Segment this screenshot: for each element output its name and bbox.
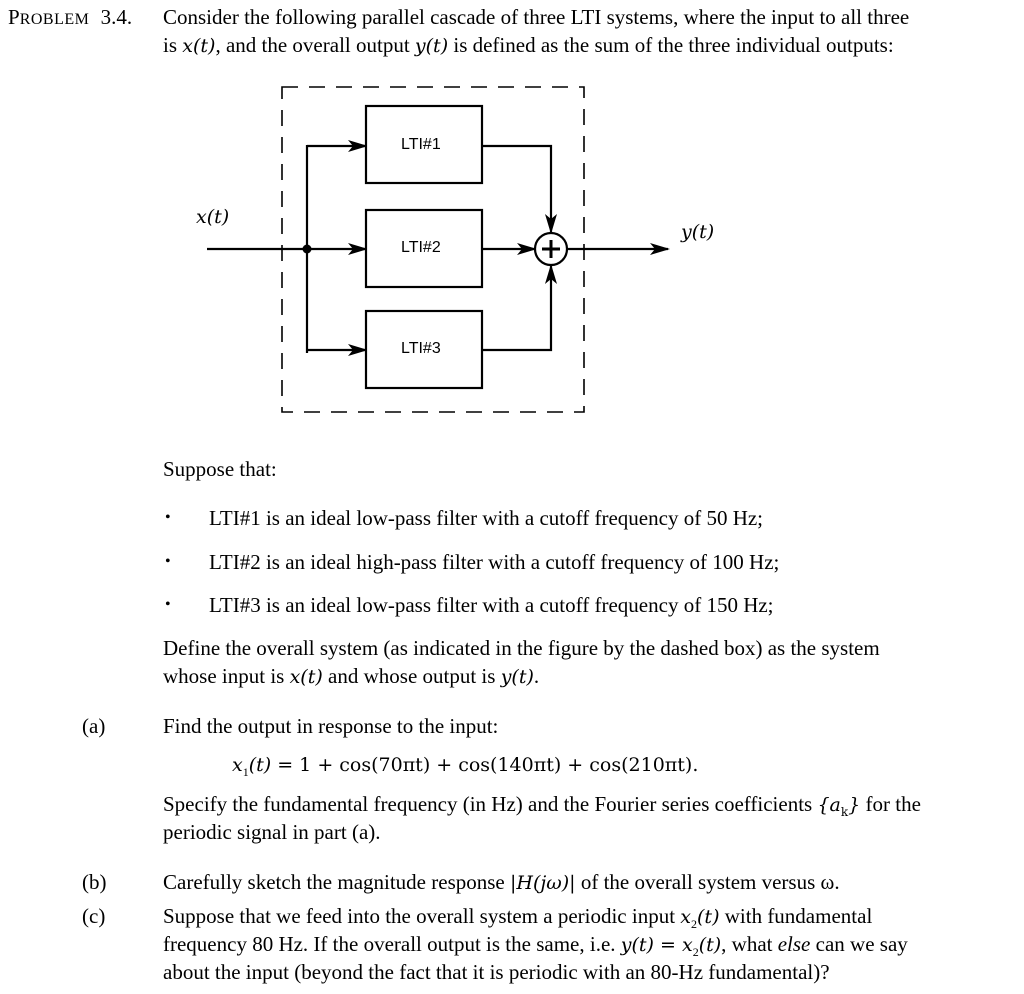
math-x-of-t: x(t) xyxy=(182,35,216,57)
part-c-text: , what xyxy=(721,932,778,956)
math-x2-subscript: 2 xyxy=(692,945,699,959)
spec-text: Specify the fundamental frequency (in Hz) and the Fourier series coefficients xyxy=(163,792,818,816)
part-b-label: (b) xyxy=(82,870,107,894)
math-x2-arg: (t) xyxy=(697,906,720,928)
spec-text: for the xyxy=(860,792,921,816)
math-x-of-t: x(t) xyxy=(289,666,323,688)
lti-2-label: LTI#2 xyxy=(401,239,441,256)
suppose-heading: Suppose that: xyxy=(163,457,277,481)
coef-close: } xyxy=(848,794,861,816)
emphasis-else: else xyxy=(777,932,811,956)
part-b-text xyxy=(163,870,840,895)
lti-3-output-path xyxy=(482,266,551,350)
part-c-line-1 xyxy=(163,904,872,929)
math-equals: = xyxy=(653,934,682,956)
part-c-text: with fundamental xyxy=(719,904,873,928)
output-label-y-of-t: y(t) xyxy=(681,221,715,243)
problem-number: 3.4. xyxy=(100,5,133,29)
bullet-item-2: LTI#2 is an ideal high-pass filter with a cutoff frequency of 100 Hz; xyxy=(209,550,780,574)
math-x2-arg: (t) xyxy=(698,934,722,956)
bullet-item-3: LTI#3 is an ideal low-pass filter with a cutoff frequency of 150 Hz; xyxy=(209,593,774,617)
lti-1-label: LTI#1 xyxy=(401,136,441,153)
define-line-2 xyxy=(163,664,539,689)
part-a-spec-line-1 xyxy=(163,792,921,817)
math-y-of-t: y(t) xyxy=(620,934,654,956)
part-b-text-b: of the overall system versus ω. xyxy=(575,870,840,894)
intro-text: is defined as the sum of the three individual outputs: xyxy=(448,33,894,57)
define-text: and whose output is xyxy=(322,664,501,688)
eq-arg: (t) xyxy=(248,754,272,776)
part-c-text: frequency 80 Hz. If the overall output is the same, i.e. xyxy=(163,932,621,956)
coef-open: {a xyxy=(817,794,841,816)
intro-line-1: Consider the following parallel cascade of three LTI systems, where the input to all three xyxy=(163,5,910,29)
problem-label-rest: ROBLEM xyxy=(19,11,90,28)
math-x2-subscript: 2 xyxy=(691,917,698,931)
define-line-1: Define the overall system (as indicated in the figure by the dashed box) as the system xyxy=(163,636,880,660)
eq-var-x: x xyxy=(232,754,243,776)
bullet-icon: • xyxy=(165,509,171,526)
block-diagram xyxy=(0,0,1024,430)
intro-text: is xyxy=(163,33,183,57)
bullet-icon: • xyxy=(165,553,171,570)
define-text: . xyxy=(533,664,540,688)
part-a-spec-line-2: periodic signal in part (a). xyxy=(163,820,381,844)
lti-1-output-path xyxy=(482,146,551,232)
part-b-text-a: Carefully sketch the magnitude response xyxy=(163,870,510,894)
bullet-icon: • xyxy=(165,596,171,613)
input-label-x-of-t: x(t) xyxy=(196,206,230,228)
math-y-of-t: y(t) xyxy=(414,35,449,57)
intro-text: , and the overall output xyxy=(215,33,415,57)
math-x2-var: x xyxy=(680,906,692,928)
coef-subscript: k xyxy=(840,805,849,819)
math-magnitude-response: |H(jω)| xyxy=(509,872,576,894)
part-a-label: (a) xyxy=(82,714,106,738)
math-y-of-t: y(t) xyxy=(500,666,534,688)
bullet-item-1: LTI#1 is an ideal low-pass filter with a cutoff frequency of 50 Hz; xyxy=(209,506,764,530)
problem-label-initial: P xyxy=(8,5,20,29)
math-x2-var: x xyxy=(681,934,693,956)
eq-rhs: = 1 + cos(70πt) + cos(140πt) + cos(210πt). xyxy=(271,754,699,776)
part-c-line-3: about the input (beyond the fact that it is periodic with an 80-Hz fundamental)? xyxy=(163,960,830,984)
define-text: whose input is xyxy=(163,664,290,688)
lti-3-label: LTI#3 xyxy=(401,340,441,357)
part-c-text: Suppose that we feed into the overall system a periodic input xyxy=(163,904,681,928)
part-c-line-2 xyxy=(163,932,908,957)
part-c-label: (c) xyxy=(82,904,106,928)
part-a-line-1: Find the output in response to the input: xyxy=(163,714,499,738)
part-a-equation xyxy=(232,752,698,777)
eq-subscript: 1 xyxy=(242,765,249,779)
part-c-text: can we say xyxy=(810,932,908,956)
